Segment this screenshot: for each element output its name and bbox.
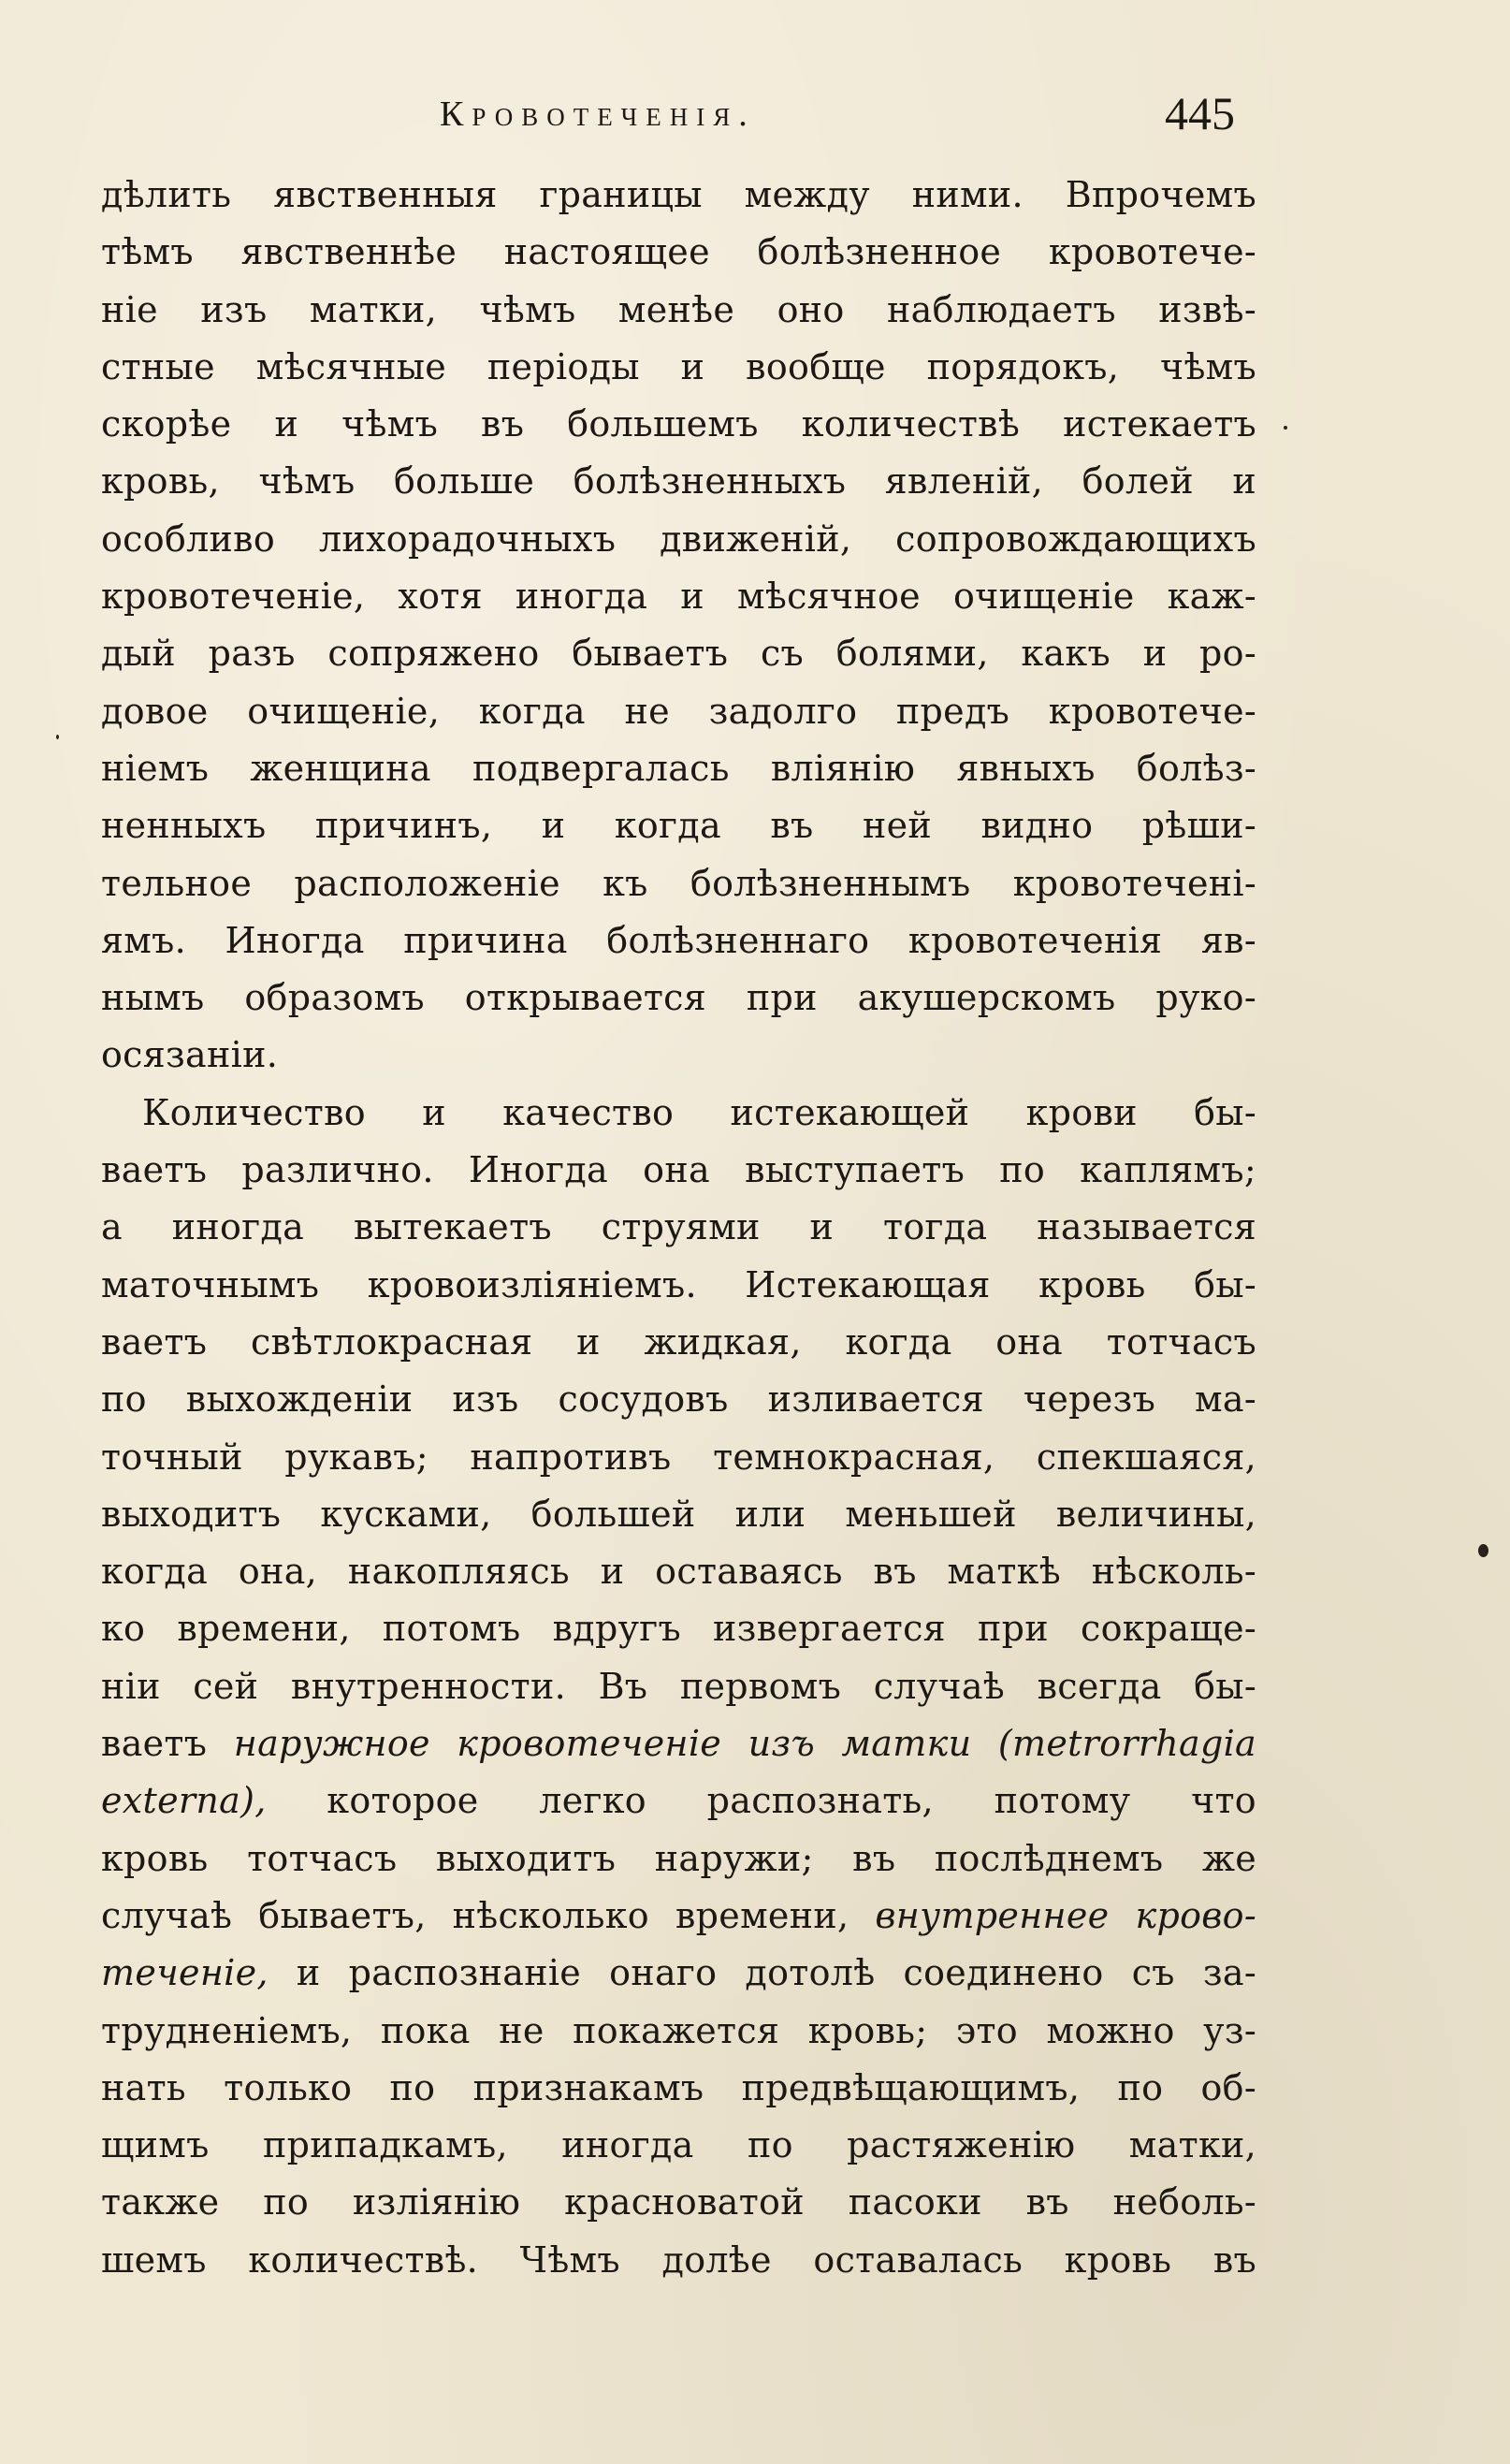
text-line: тельное расположеніе къ болѣзненнымъ кровотечені- — [101, 862, 1256, 904]
text-line: когда она, накопляясь и оставаясь въ маткѣ нѣсколь- — [101, 1551, 1256, 1593]
latin-term-open: (metrorrhagia — [997, 1723, 1257, 1765]
paper-speck — [1478, 1544, 1488, 1557]
text-line: шемъ количествѣ. Чѣмъ долѣе оставалась кровь въ — [101, 2238, 1256, 2281]
text-line: ніи сей внутренности. Въ первомъ случаѣ всегда бы- — [101, 1665, 1256, 1707]
text-line: осязаніи. — [101, 1034, 279, 1076]
running-head — [0, 86, 1510, 142]
text-line: нать только по признакамъ предвѣщающимъ, по об- — [101, 2066, 1256, 2108]
text-line: кровь тотчасъ выходитъ наружи; въ послѣднемъ же — [101, 1837, 1256, 1879]
latin-term-close: externa), — [101, 1780, 267, 1822]
text-line: а иногда вытекаетъ струями и тогда называется — [101, 1206, 1256, 1248]
paper-speck — [56, 735, 59, 739]
body-text — [101, 167, 1256, 2289]
text-line: дѣлить явственныя границы между ними. Впрочемъ — [101, 174, 1256, 215]
text-line: ваетъ свѣтлокрасная и жидкая, когда она тотчасъ — [101, 1320, 1256, 1363]
text-line: тѣмъ явственнѣе настоящее болѣзненное кровотече- — [101, 231, 1256, 273]
italic-term-internal-cont: теченіе, — [101, 1952, 269, 1994]
text-line: выходитъ кусками, большей или меньшей величины, — [101, 1493, 1256, 1535]
text-line-mixed — [101, 1772, 1256, 1830]
text-line: ваетъ различно. Иногда она выступаетъ по каплямъ; — [101, 1149, 1256, 1191]
text-line: ямъ. Иногда причина болѣзненнаго кровотеченія яв- — [101, 919, 1256, 961]
text-line: ніе изъ матки, чѣмъ менѣе оно наблюдаетъ извѣ- — [101, 288, 1256, 330]
text-line: ко времени, потомъ вдругъ извергается при сокраще- — [101, 1608, 1256, 1650]
italic-term-external: наружное кровотеченіе изъ матки — [233, 1723, 972, 1765]
text-line: нымъ образомъ открывается при акушерскомъ руко- — [101, 977, 1256, 1019]
text-line-mixed — [101, 1888, 1256, 1945]
italic-term-internal: внутреннее крово- — [875, 1894, 1256, 1936]
running-title: Кровотеченія. — [440, 95, 756, 134]
text-line: довое очищеніе, когда не задолго предъ кровотече- — [101, 690, 1256, 732]
paper-speck — [1284, 426, 1287, 430]
text-line: кровотеченіе, хотя иногда и мѣсячное очищеніе каж- — [101, 576, 1256, 618]
text-line: по выхожденіи изъ сосудовъ изливается черезъ ма- — [101, 1378, 1256, 1421]
text-line-mixed — [101, 1715, 1256, 1772]
text-fragment: и распознаніе онаго дотолѣ соединено съ за- — [296, 1952, 1256, 1994]
text-line: ніемъ женщина подвергалась вліянію явныхъ болѣз- — [101, 747, 1256, 789]
text-line: скорѣе и чѣмъ въ большемъ количествѣ истекаетъ — [101, 403, 1256, 445]
text-line: дый разъ сопряжено бываетъ съ болями, какъ и ро- — [101, 633, 1256, 675]
text-line: маточнымъ кровоизліяніемъ. Истекающая кровь бы- — [101, 1263, 1256, 1305]
text-line-mixed — [101, 1945, 1256, 2002]
paragraph-start-line: Количество и качество истекающей крови бы- — [142, 1091, 1256, 1133]
text-fragment: случаѣ бываетъ, нѣсколько времени, — [101, 1894, 849, 1936]
text-line: кровь, чѣмъ больше болѣзненныхъ явленій, болей и — [101, 460, 1256, 503]
text-line: трудненіемъ, пока не покажется кровь; это можно уз- — [101, 2009, 1256, 2051]
text-line: точный рукавъ; напротивъ темнокрасная, спекшаяся, — [101, 1436, 1256, 1478]
text-line: щимъ припадкамъ, иногда по растяженію матки, — [101, 2124, 1256, 2166]
text-fragment: которое легко распознать, потому что — [327, 1780, 1256, 1822]
text-fragment: ваетъ — [101, 1723, 208, 1765]
text-line: также по изліянію красноватой пасоки въ неболь- — [101, 2181, 1256, 2223]
text-line: особливо лихорадочныхъ движеній, сопровождающихъ — [101, 518, 1256, 560]
text-line: стные мѣсячные періоды и вообще порядокъ, чѣмъ — [101, 345, 1256, 387]
page-number: 445 — [1165, 87, 1235, 139]
text-line: ненныхъ причинъ, и когда въ ней видно рѣши- — [101, 805, 1256, 847]
